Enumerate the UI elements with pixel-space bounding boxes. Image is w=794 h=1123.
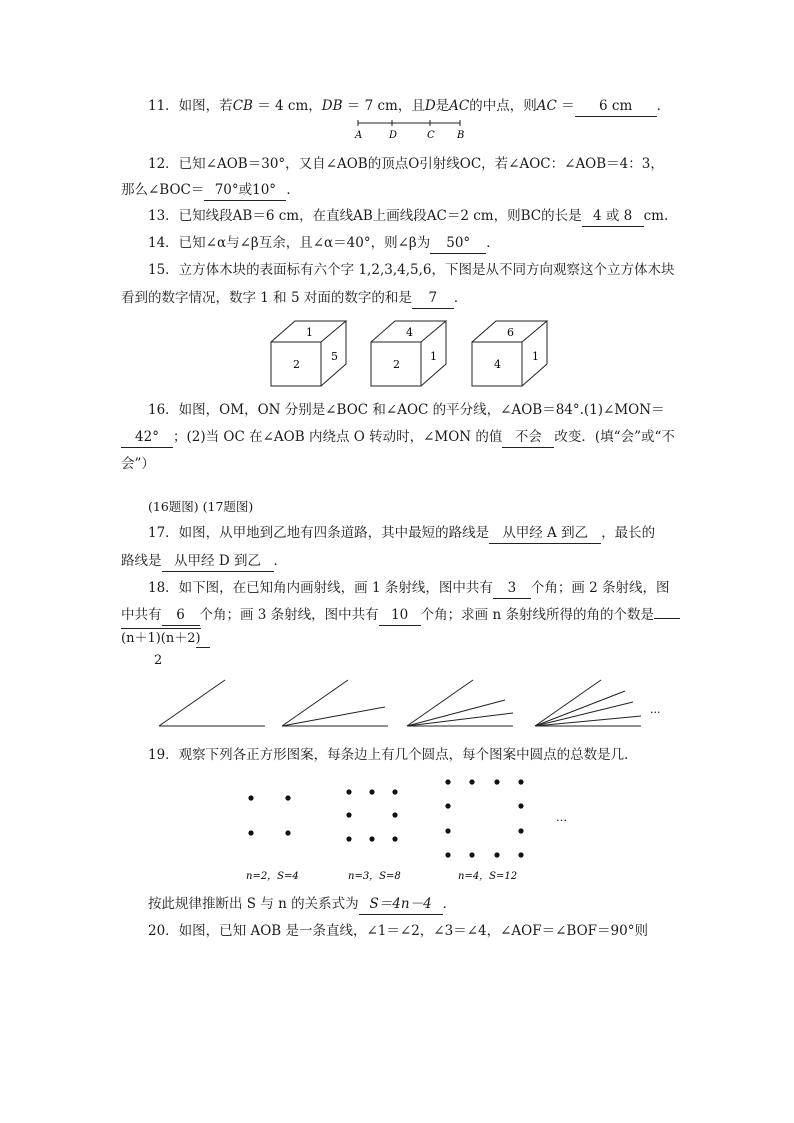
q19-line1: 19．观察下列各正方形图案，每条边上有几个圆点，每个图案中圆点的总数是几．: [148, 747, 638, 763]
label-b: B: [457, 130, 465, 141]
q19-dots-figure: [240, 775, 580, 885]
q18-formula-den: 2: [154, 653, 163, 668]
q18-line1: 18．如下图，在已知角内画射线，画 1 条射线，图中共有 3 个角；画 2 条射线，图: [148, 578, 670, 599]
q16-line2: 42° ；(2)当 OC 在∠AOB 内绕点 O 转动时，∠MON 的值 不会 改变．(填“会”或“不: [121, 427, 675, 448]
q11-text: 11．如图，若CB ＝ 4 cm，DB ＝ 7 cm，且D是AC的中点，则AC ＝ 6 cm ．: [148, 96, 670, 117]
figure-caption: (16题图) (17题图): [148, 499, 254, 514]
q18-formula-num: (n＋1)(n＋2): [121, 628, 201, 649]
q14-text: 14．已知∠α与∠β互余，且∠α＝40°，则∠β为 50° ．: [148, 233, 500, 254]
q13-text: 13．已知线段AB＝6 cm，在直线AB上画线段AC＝2 cm，则BC的长是 4 或 8 cm.: [148, 206, 668, 227]
q16-answer2: 不会: [502, 427, 554, 448]
label-d: D: [389, 130, 398, 141]
q15-line1: 15．立方体木块的表面标有六个字 1,2,3,4,5,6，下图是从不同方向观察这个立方体木块: [148, 262, 675, 278]
q18-answer2: 6: [162, 605, 200, 626]
cube1-top: 1: [306, 326, 313, 339]
q13-answer: 4 或 8: [582, 206, 644, 227]
q18-answer1: 3: [493, 578, 531, 599]
q16-answer1: 42°: [121, 427, 173, 448]
label-a: A: [355, 130, 363, 141]
q19-answer: S＝4n－4: [359, 894, 443, 915]
q12-line2: 那么∠BOC＝ 70°或10° ．: [121, 180, 300, 201]
q18-formula-rule: [196, 647, 210, 648]
cube3-top: 6: [507, 326, 514, 339]
cube2-top: 4: [406, 326, 413, 339]
q17-line1: 17．如图，从甲地到乙地有四条道路，其中最短的路线是 从甲经 A 到乙 ，最长的: [148, 523, 655, 544]
cube2-side: 1: [430, 350, 437, 363]
q11-answer: 6 cm: [575, 96, 657, 117]
q15-line2: 看到的数字情况，数字 1 和 5 对面的数字的和是 7 ．: [121, 288, 467, 309]
q19-ellipsis: …: [556, 811, 567, 824]
q16-line1: 16．如图，OM，ON 分别是∠BOC 和∠AOC 的平分线，∠AOB＝84°.(1)∠MON＝: [148, 402, 665, 418]
q18-ellipsis: ...: [650, 703, 661, 716]
q19-caption-2: n=3，S=8: [348, 871, 401, 882]
q15-answer: 7: [412, 288, 454, 309]
q15-cubes-figure: [270, 320, 560, 390]
q18-answer3: 10: [379, 605, 421, 626]
q19-caption-3: n=4，S=12: [458, 871, 518, 882]
q19-line2: 按此规律推断出 S 与 n 的关系式为 S＝4n－4 ．: [148, 894, 456, 915]
q19-caption-1: n=2，S=4: [246, 871, 299, 882]
cube3-front: 4: [494, 358, 501, 371]
q17-answer2: 从甲经 D 到乙: [162, 551, 274, 572]
q16-line3: 会”）: [121, 456, 155, 472]
q12-answer: 70°或10°: [204, 180, 286, 201]
q17-answer1: 从甲经 A 到乙: [489, 523, 601, 544]
cube3-side: 1: [532, 350, 539, 363]
q11-segment-figure: [350, 118, 470, 142]
q18-line2: 中共有 6 个角；画 3 条射线，图中共有 10 个角；求画 n 条射线所得的角的个数是: [121, 605, 680, 626]
cube2-front: 2: [393, 358, 400, 371]
q14-answer: 50°: [430, 233, 486, 254]
label-c: C: [427, 130, 435, 141]
q18-angles-figure: [155, 675, 675, 735]
cube1-side: 5: [331, 350, 338, 363]
q17-line2: 路线是 从甲经 D 到乙 ．: [121, 551, 287, 572]
q20-line1: 20．如图，已知 AOB 是一条直线，∠1＝∠2，∠3＝∠4，∠AOF＝∠BOF＝90°则: [148, 923, 648, 939]
cube1-front: 2: [293, 358, 300, 371]
q12-line1: 12．已知∠AOB＝30°，又自∠AOB的顶点O引射线OC，若∠AOC：∠AOB＝4：3，: [148, 156, 664, 172]
